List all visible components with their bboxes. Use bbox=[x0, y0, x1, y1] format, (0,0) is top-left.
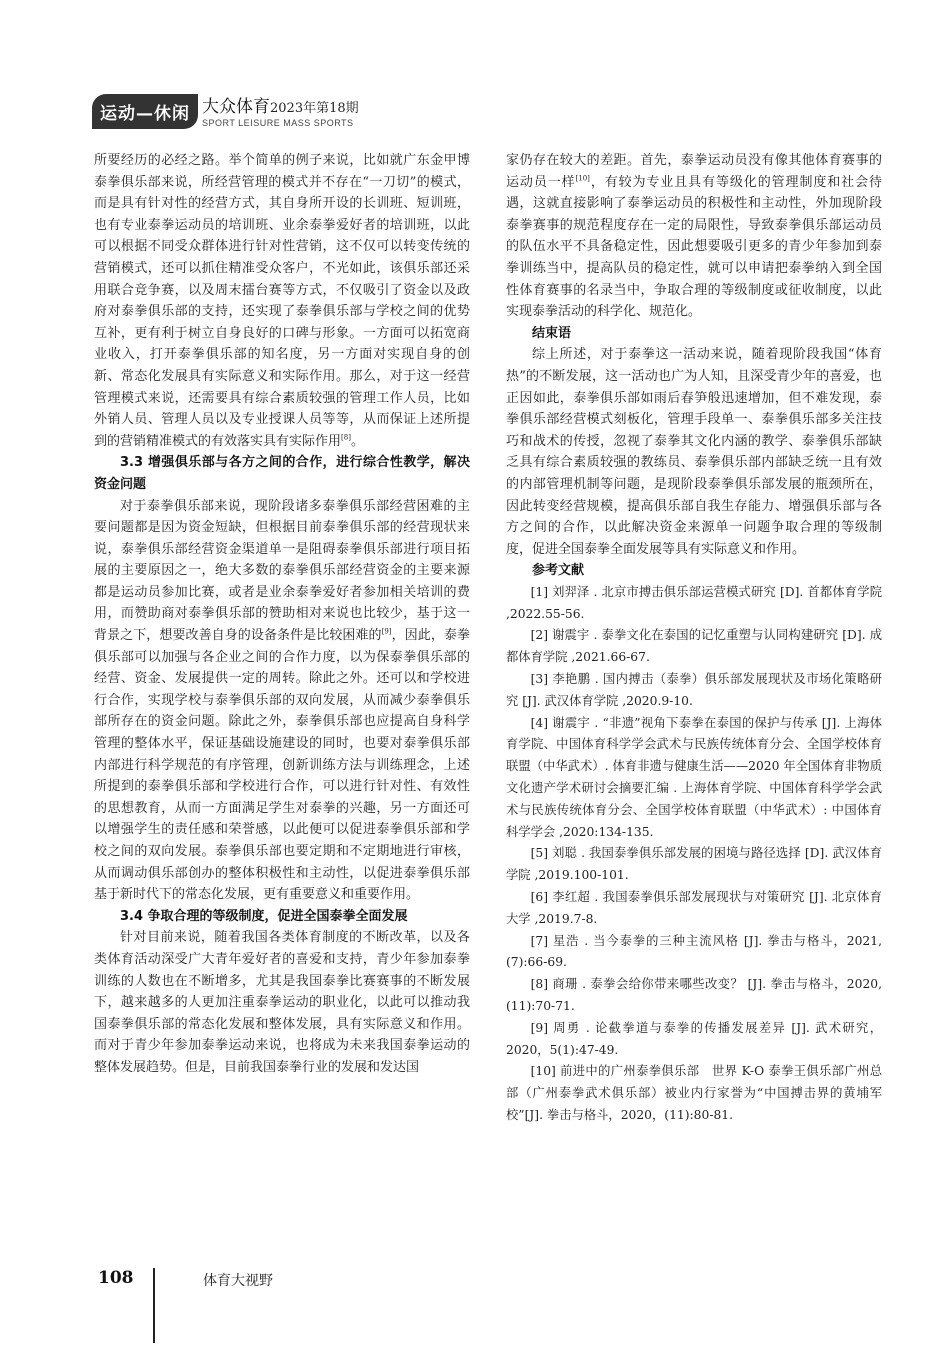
body-paragraph bbox=[94, 150, 470, 452]
text-run: [8] 商珊 . 泰拳会给你带来哪些改变？ [J]. 拳击与格斗，2020, (11):70-71. bbox=[506, 977, 882, 1014]
body-paragraph bbox=[94, 496, 470, 906]
text-run: 3.4 争取合理的等级制度，促进全国泰拳全面发展 bbox=[120, 908, 408, 924]
citation-mark: [8] bbox=[341, 433, 351, 442]
section-heading bbox=[506, 560, 882, 582]
text-run: 所要经历的必经之路。举个简单的例子来说，比如就广东金甲博泰拳俱乐部来说，所经营管理的模式并不存在“一刀切”的模式，而是具有针对性的经营方式，其自身所开设的长训班、短训班，也有专业泰拳运动员的培训班、业余泰拳爱好者的培训班，以此可以根据不同受众群体进行针对性营销，这不仅可以转变传统的营销模式，还可以抓住精准受众客户，不光如此，该俱乐部还采用联合竞争赛，以及周末擂台赛等方式，不仅吸引了资金以及政府对泰拳俱乐部的支持，还实现了泰拳俱乐部与学校之间的优势互补，更有利于树立自身良好的口碑与形象。一方面可以拓宽商业收入，打开泰拳俱乐部的知名度，另一方面对实现自身的创新、常态化发展具有实际意义和实际作用。那么，对于这一经营管理模式来说，还需要具有综合素质较强的管理工作人员，比如外销人员、管理人员以及专业授课人员等等，从而保证上述所提到的营销精准模式的有效落实具有实际作用 bbox=[94, 153, 470, 449]
text-run: [1] 刘羿泽 . 北京市搏击俱乐部运营模式研究 [D]. 首都体育学院 ,2022.55-56. bbox=[506, 584, 882, 621]
magazine-name: 大众体育 bbox=[202, 97, 270, 117]
section-badge: 运动—休闲 bbox=[92, 94, 198, 129]
reference-item bbox=[506, 843, 882, 887]
reference-item bbox=[506, 625, 882, 669]
reference-item bbox=[506, 582, 882, 626]
text-run: [10] 前进中的广州泰拳俱乐部 世界 K-O 泰拳王俱乐部广州总部（广州泰拳武术俱乐部）被业内行家誉为“中国搏击界的黄埔军校”[J]. 拳击与格斗，2020，(11):80-81. bbox=[506, 1064, 882, 1122]
text-run: ，因此，泰拳俱乐部可以加强与各企业之间的合作力度，以为保泰拳俱乐部的经营、资金、发展提供一定的周转。除此之外。还可以和学校进行合作，实现学校与泰拳俱乐部的双向发展，从而减少泰拳俱乐部所存在的资金问题。除此之外，泰拳俱乐部也应提高自身科学管理的整体水平，保证基础设施建设的同时，也要对泰拳俱乐部内部进行科学规范的有序管理，创新训练方法与训练理念，上述所提到的泰拳俱乐部和学校进行合作，可以进行针对性、有效性的思想教育，从而一方面满足学生对泰拳的兴趣，另一方面还可以增强学生的责任感和荣誉感，以此便可以促进泰拳俱乐部和学校之间的双向发展。泰拳俱乐部也要定期和不定期地进行审核，从而调动俱乐部创办的整体积极性和主动性，以促进泰拳俱乐部基于新时代下的常态化发展，更有重要意义和重要作用。 bbox=[94, 628, 470, 903]
reference-item bbox=[506, 669, 882, 713]
page-number: 108 bbox=[98, 1268, 134, 1288]
citation-mark: [10] bbox=[575, 174, 590, 183]
reference-item bbox=[506, 1018, 882, 1062]
magazine-subtitle: SPORT LEISURE MASS SPORTS bbox=[202, 118, 354, 128]
section-heading bbox=[94, 906, 470, 928]
footer-divider bbox=[153, 1268, 155, 1343]
body-paragraph bbox=[94, 927, 470, 1078]
text-run: [5] 刘聪 . 我国泰拳俱乐部发展的困境与路径选择 [D]. 武汉体育学院 ,2019.100-101. bbox=[506, 846, 882, 883]
left-column bbox=[94, 150, 470, 1250]
text-run: 综上所述，对于泰拳这一活动来说，随着现阶段我国“体育热”的不断发展，这一活动也广为人知，且深受青少年的喜爱，也正因如此，泰拳俱乐部如雨后春笋般迅速增加，但不难发现，泰拳俱乐部经营模式刻板化，管理手段单一、泰拳俱乐部多关注技巧和战术的传授，忽视了泰拳其文化内涵的教学、泰拳俱乐部缺乏具有综合素质较强的教练员、泰拳俱乐部内部缺乏统一且有效的内部管理机制等问题，是现阶段泰拳俱乐部发展的瓶颈所在，因此转变经营规模，提高俱乐部自我生存能力、增强俱乐部与各方之间的合作，以此解决资金来源单一问题争取合理的等级制度，促进全国泰拳全面发展等具有实际意义和作用。 bbox=[506, 347, 882, 557]
citation-mark: [9] bbox=[381, 627, 392, 636]
body-paragraph bbox=[506, 150, 882, 323]
text-run: [6] 李红超 . 我国泰拳俱乐部发展现状与对策研究 [J]. 北京体育大学 ,2019.7-8. bbox=[506, 890, 882, 926]
section-heading bbox=[94, 452, 470, 495]
reference-item bbox=[506, 931, 882, 975]
text-run: 结束语 bbox=[532, 325, 572, 341]
masthead bbox=[202, 92, 359, 128]
text-run: [3] 李艳鹏 . 国内搏击（泰拳）俱乐部发展现状及市场化策略研究 [J]. 武汉体育学院 ,2020.9-10. bbox=[506, 672, 882, 708]
text-run: 参考文献 bbox=[532, 563, 585, 579]
text-run: [9] 周勇 . 论截拳道与泰拳的传播发展差异 [J]. 武术研究，2020，5(1):47-49. bbox=[506, 1020, 882, 1057]
reference-item bbox=[506, 887, 882, 931]
text-run: 。 bbox=[350, 433, 364, 449]
text-run: [4] 谢震宇 . “非遗”视角下泰拳在泰国的保护与传承 [J]. 上海体育学院、中国体育科学学会武术与民族传统体育分会、全国学校体育联盟（中华武术）. 体育非遗与健康生活——2020 年全国体育非物质文化遗产学术研讨会摘要汇编 . 上海体育学院、中国体育科学学会武术与民族传统体育分会、全国学校体育联盟（中华武术）: 中国体育科学学会 ,2020:134-135. bbox=[506, 715, 882, 839]
text-run: [7] 星浩 . 当今泰拳的三种主流风格 [J]. 拳击与格斗，2021, (7):66-69. bbox=[506, 933, 882, 970]
text-run: ，有较为专业且具有等级化的管理制度和社会待遇，这就直接影响了泰拳运动员的积极性和主动性，外加现阶段泰拳赛事的规范程度存在一定的局限性，导致泰拳俱乐部运动员的队伍水平不具备稳定性，因此想要吸引更多的青少年参加到泰拳训练当中，提高队员的稳定性，就可以申请把泰拳纳入到全国性体育赛事的名录当中，争取合理的等级制度或征收制度，以此实现泰拳活动的科学化、规范化。 bbox=[506, 174, 882, 320]
publication-name: 体育大视野 bbox=[203, 1273, 273, 1289]
right-column bbox=[506, 150, 882, 1250]
reference-item bbox=[506, 1061, 882, 1126]
text-run: 对于泰拳俱乐部来说，现阶段诸多泰拳俱乐部经营困难的主要问题都是因为资金短缺，但根据目前泰拳俱乐部的经营现状来说，泰拳俱乐部经营资金渠道单一是阻碍泰拳俱乐部进行项目拓展的主要原因之一，绝大多数的泰拳俱乐部经营资金的主要来源都是运动员参加比赛，或者是业余泰拳爱好者参加相关培训的费用，而赞助商对泰拳俱乐部的赞助相对来说也比较少，基于这一背景之下，想要改善自身的设备条件是比较困难的 bbox=[94, 498, 470, 644]
reference-item bbox=[506, 713, 882, 844]
issue-label: 2023年第18期 bbox=[270, 101, 359, 116]
section-heading bbox=[506, 323, 882, 345]
text-run: 家仍存在较大的差距。首先，泰拳运动员没有像其他体育赛事的运动员一样 bbox=[506, 153, 882, 190]
text-run: 3.3 增强俱乐部与各方之间的合作，进行综合性教学，解决资金问题 bbox=[94, 455, 470, 492]
body-paragraph bbox=[506, 344, 882, 560]
reference-item bbox=[506, 974, 882, 1018]
text-run: [2] 谢震宇 . 泰拳文化在泰国的记忆重塑与认同构建研究 [D]. 成都体育学院 ,2021.66-67. bbox=[506, 628, 882, 665]
text-run: 针对目前来说，随着我国各类体育制度的不断改革，以及各类体育活动深受广大青年爱好者的喜爱和支持，青少年参加泰拳训练的人数也在不断增多，尤其是我国泰拳比赛赛事的不断发展下，越来越多的人更加注重泰拳运动的职业化，以此可以推动我国泰拳俱乐部的常态化发展和整体发展，具有实际意义和作用。而对于青少年参加泰拳运动来说，也将成为未来我国泰拳运动的整体发展趋势。但是，目前我国泰拳行业的发展和发达国 bbox=[94, 930, 470, 1075]
